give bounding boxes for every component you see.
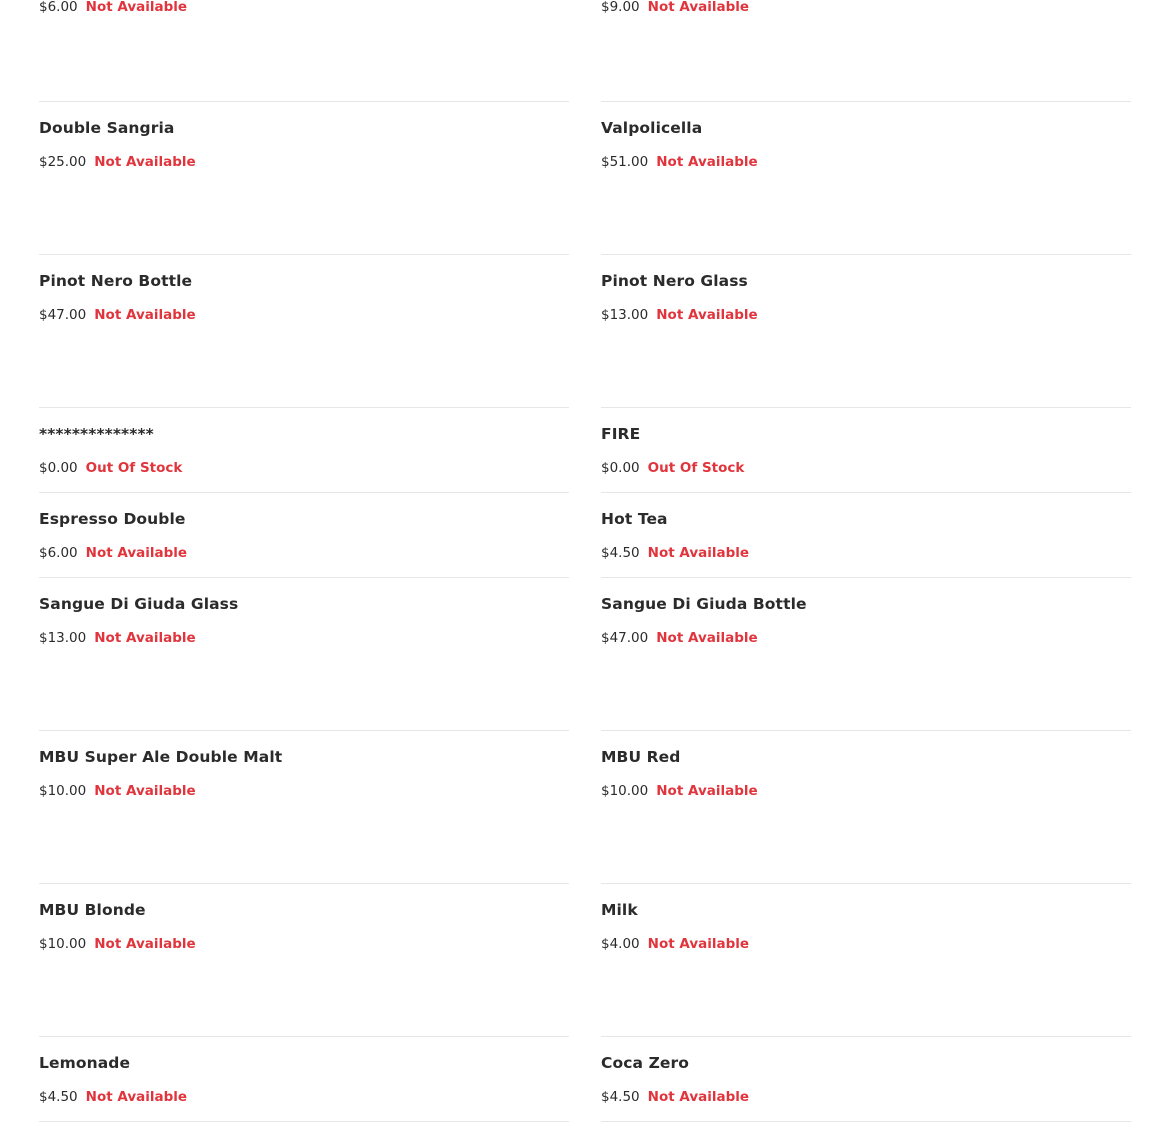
item-meta bbox=[39, 0, 187, 16]
item-meta bbox=[39, 782, 196, 800]
item-price: $10.00 bbox=[39, 783, 87, 799]
item-price: $6.00 bbox=[39, 0, 78, 15]
item-status-badge: Not Available bbox=[85, 0, 188, 15]
item-name: Coca Zero bbox=[601, 1054, 690, 1072]
item-price: $13.00 bbox=[601, 307, 649, 323]
item-name: Pinot Nero Glass bbox=[601, 272, 748, 290]
menu-item-card[interactable] bbox=[39, 493, 569, 578]
item-meta bbox=[601, 1088, 749, 1106]
item-name: MBU Super Ale Double Malt bbox=[39, 748, 283, 766]
item-price: $10.00 bbox=[601, 783, 649, 799]
item-meta bbox=[601, 935, 749, 953]
item-price: $4.50 bbox=[39, 1089, 78, 1105]
menu-item-card[interactable] bbox=[39, 0, 569, 102]
menu-item-card[interactable] bbox=[601, 1037, 1131, 1122]
menu-item-card[interactable] bbox=[601, 408, 1131, 493]
item-price: $25.00 bbox=[39, 154, 87, 170]
item-meta bbox=[601, 0, 749, 16]
menu-item-card[interactable] bbox=[601, 884, 1131, 1037]
item-status-badge: Not Available bbox=[647, 0, 750, 15]
item-meta bbox=[601, 306, 758, 324]
item-price: $51.00 bbox=[601, 154, 649, 170]
item-name: Pinot Nero Bottle bbox=[39, 272, 193, 290]
item-meta bbox=[39, 935, 196, 953]
item-status-badge: Not Available bbox=[656, 307, 758, 323]
item-status-badge: Not Available bbox=[85, 1089, 188, 1105]
item-name: Hot Tea bbox=[601, 510, 668, 528]
item-status-badge: Not Available bbox=[647, 1089, 750, 1105]
item-price: $4.00 bbox=[601, 936, 640, 952]
item-name: Milk bbox=[601, 901, 638, 919]
item-status-badge: Not Available bbox=[85, 545, 188, 561]
menu-item-card[interactable] bbox=[39, 102, 569, 255]
item-status-badge: Not Available bbox=[656, 630, 758, 646]
item-status-badge: Not Available bbox=[94, 307, 196, 323]
item-status-badge: Not Available bbox=[647, 936, 750, 952]
item-name: MBU Red bbox=[601, 748, 681, 766]
item-status-badge: Not Available bbox=[656, 783, 758, 799]
item-meta bbox=[39, 153, 196, 171]
item-price: $6.00 bbox=[39, 545, 78, 561]
item-name: Lemonade bbox=[39, 1054, 131, 1072]
item-meta bbox=[39, 544, 187, 562]
menu-item-card[interactable] bbox=[39, 731, 569, 884]
menu-item-card[interactable] bbox=[39, 578, 569, 731]
item-status-badge: Out Of Stock bbox=[647, 460, 745, 476]
item-status-badge: Out Of Stock bbox=[85, 460, 183, 476]
item-status-badge: Not Available bbox=[647, 545, 750, 561]
item-meta bbox=[601, 459, 744, 477]
item-price: $0.00 bbox=[39, 460, 78, 476]
item-price: $47.00 bbox=[39, 307, 87, 323]
item-meta bbox=[39, 306, 196, 324]
item-meta bbox=[39, 1088, 187, 1106]
item-name: FIRE bbox=[601, 425, 641, 443]
menu-item-card[interactable] bbox=[39, 1037, 569, 1122]
item-meta bbox=[601, 782, 758, 800]
item-name: Valpolicella bbox=[601, 119, 703, 137]
menu-item-card[interactable] bbox=[39, 884, 569, 1037]
menu-item-card[interactable] bbox=[39, 408, 569, 493]
item-meta bbox=[601, 544, 749, 562]
item-price: $0.00 bbox=[601, 460, 640, 476]
item-price: $10.00 bbox=[39, 936, 87, 952]
item-meta bbox=[39, 459, 182, 477]
menu-item-card[interactable] bbox=[601, 578, 1131, 731]
menu-item-card[interactable] bbox=[601, 102, 1131, 255]
item-status-badge: Not Available bbox=[94, 630, 196, 646]
item-status-badge: Not Available bbox=[94, 783, 196, 799]
item-price: $4.50 bbox=[601, 1089, 640, 1105]
item-meta bbox=[39, 629, 196, 647]
menu-item-card[interactable] bbox=[601, 493, 1131, 578]
item-status-badge: Not Available bbox=[94, 936, 196, 952]
item-price: $47.00 bbox=[601, 630, 649, 646]
menu-item-card[interactable] bbox=[601, 731, 1131, 884]
item-name: MBU Blonde bbox=[39, 901, 146, 919]
menu-item-card[interactable] bbox=[39, 255, 569, 408]
item-name: ************** bbox=[39, 425, 154, 443]
item-status-badge: Not Available bbox=[94, 154, 196, 170]
menu-item-card[interactable] bbox=[601, 0, 1131, 102]
item-name: Sangue Di Giuda Glass bbox=[39, 595, 239, 613]
item-price: $9.00 bbox=[601, 0, 640, 15]
menu-item-card[interactable] bbox=[601, 255, 1131, 408]
item-meta bbox=[601, 629, 758, 647]
item-name: Sangue Di Giuda Bottle bbox=[601, 595, 807, 613]
item-status-badge: Not Available bbox=[656, 154, 758, 170]
item-name: Espresso Double bbox=[39, 510, 186, 528]
item-name: Double Sangria bbox=[39, 119, 175, 137]
item-price: $13.00 bbox=[39, 630, 87, 646]
item-meta bbox=[601, 153, 758, 171]
item-price: $4.50 bbox=[601, 545, 640, 561]
